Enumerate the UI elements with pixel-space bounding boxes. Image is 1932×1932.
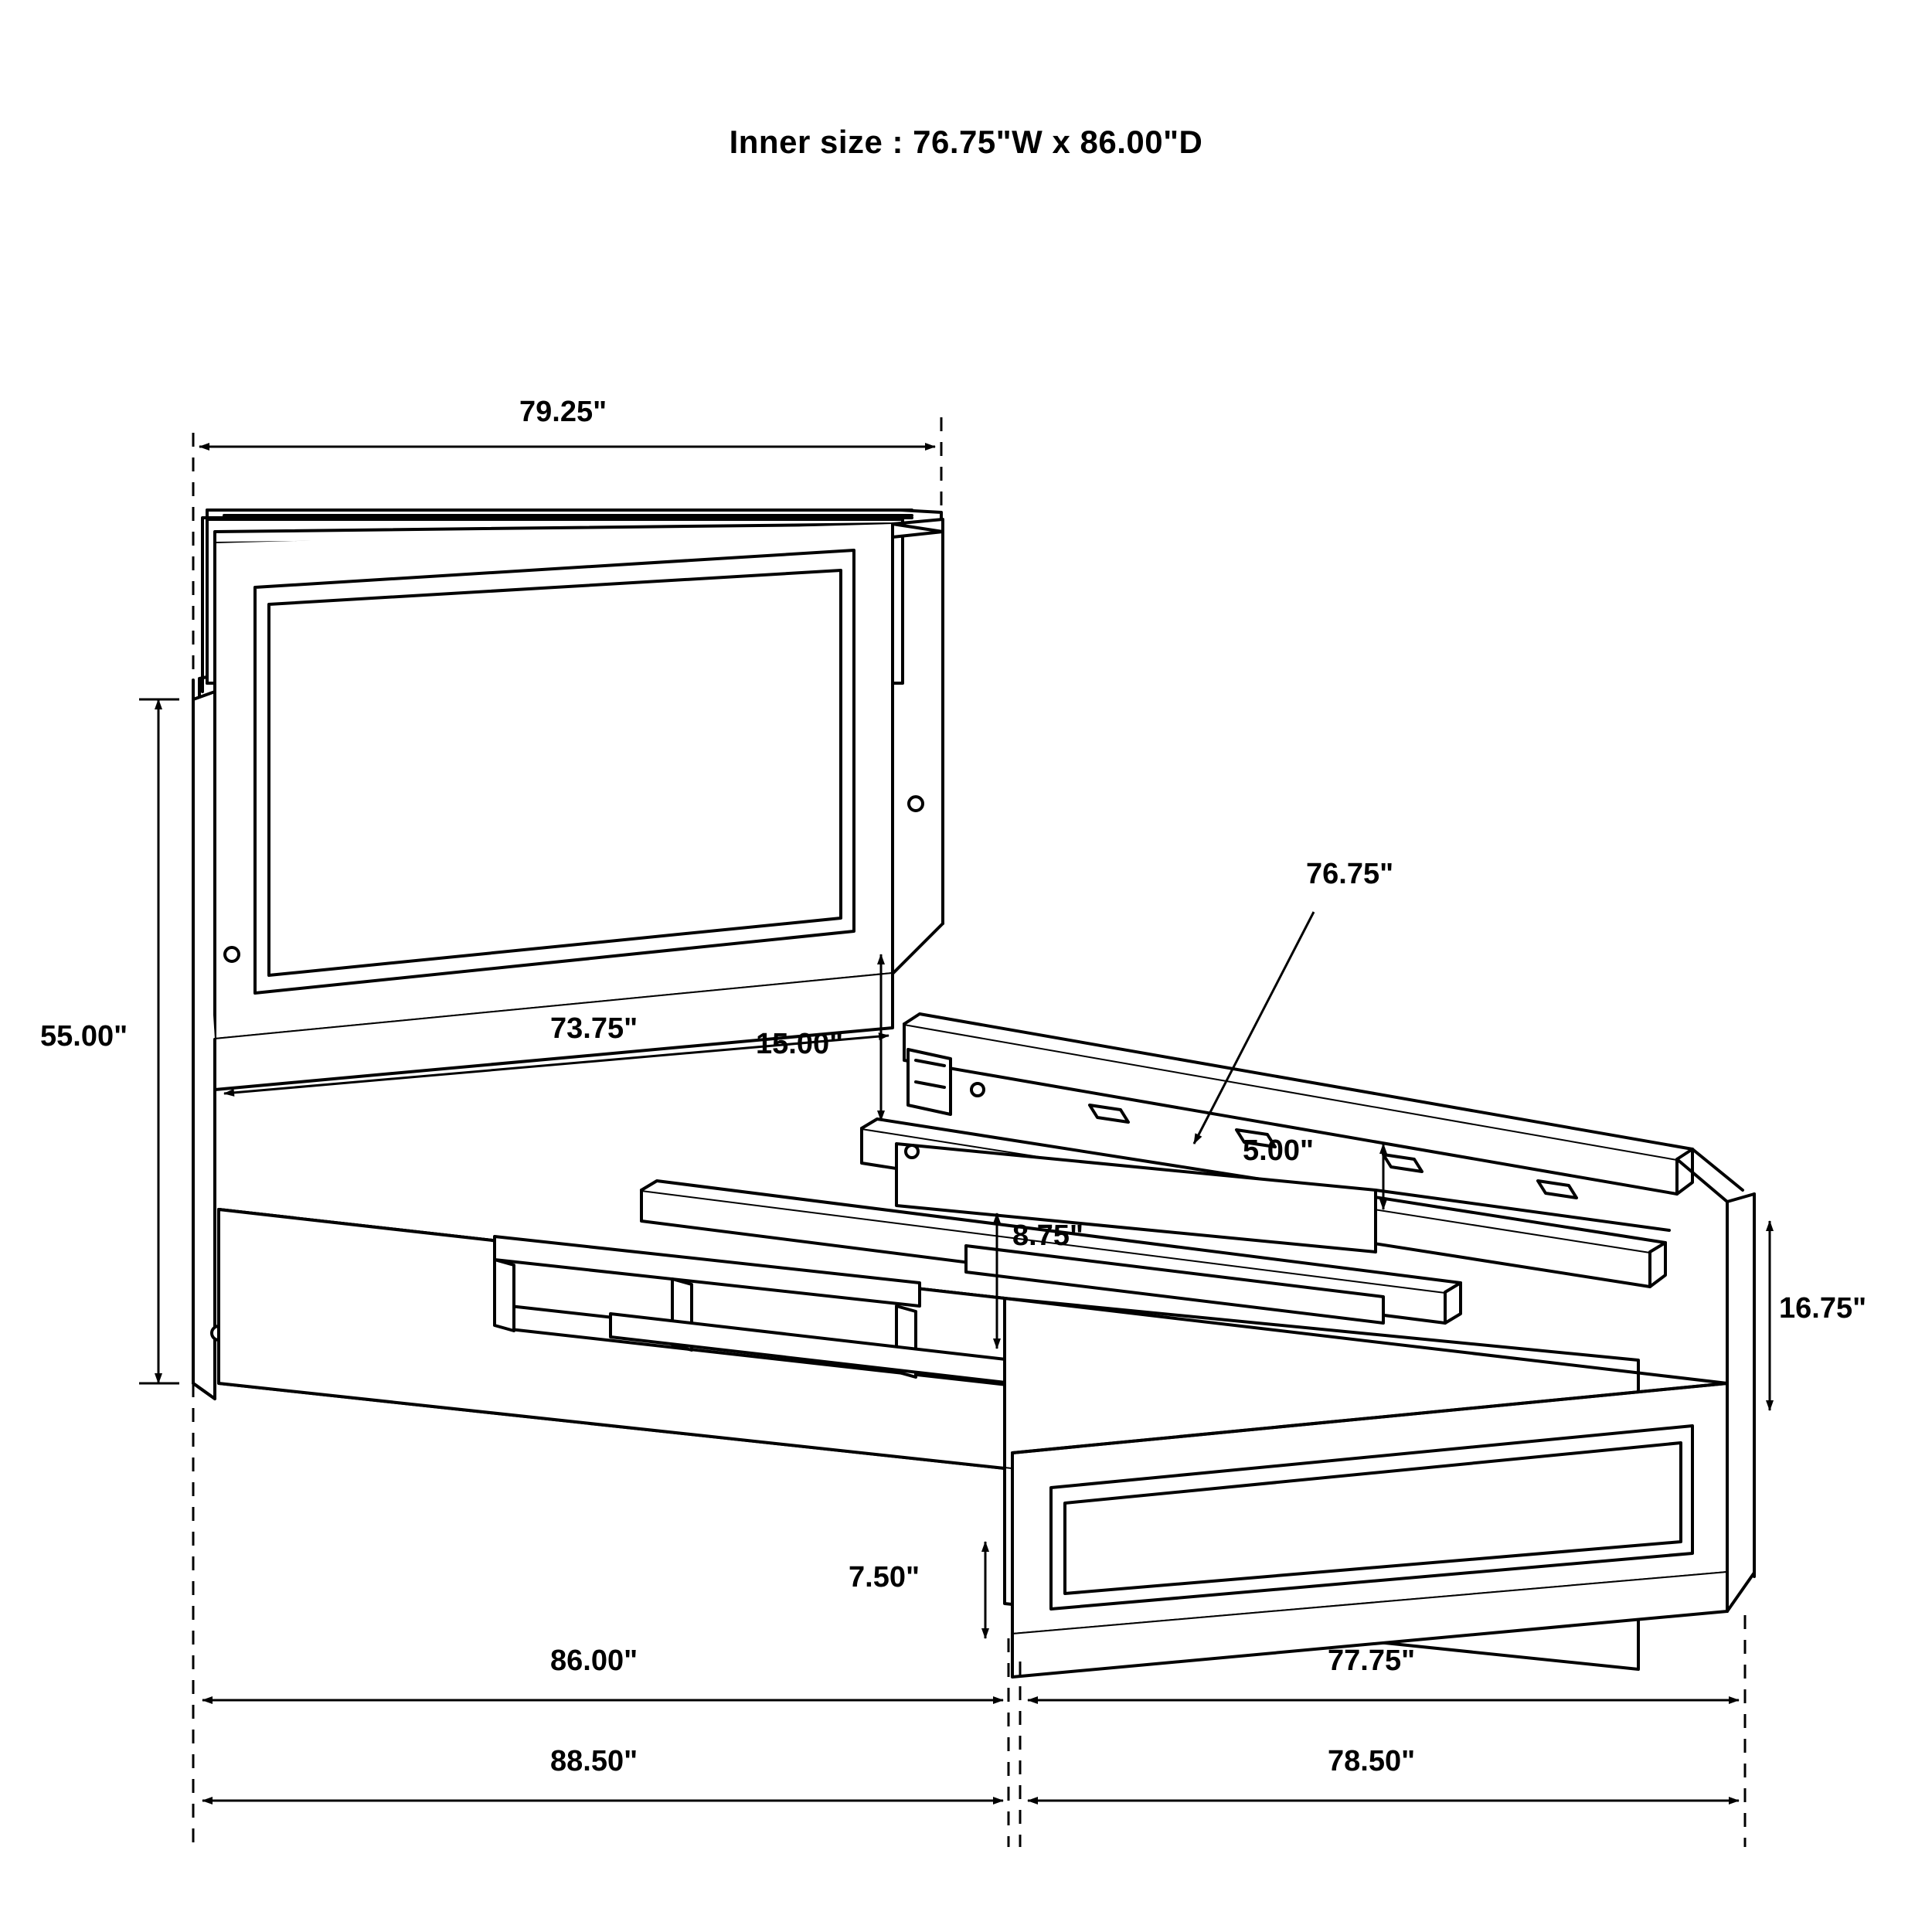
page-title: Inner size : 76.75"W x 86.00"D xyxy=(729,124,1203,160)
dimension-label-headboard-width: 79.25" xyxy=(519,396,607,428)
dimension-label-inner-depth: 86.00" xyxy=(550,1645,638,1677)
dimension-label-rail-to-headboard-top: 15.00" xyxy=(756,1028,844,1060)
dimension-label-overall-width: 78.50" xyxy=(1328,1745,1416,1777)
dimension-label-headboard-panel-width: 73.75" xyxy=(550,1012,638,1045)
dimension-label-footboard-clearance: 7.50" xyxy=(849,1561,920,1594)
dimension-label-footboard-panel-height: 16.75" xyxy=(1779,1292,1867,1325)
dimension-label-headboard-height: 55.00" xyxy=(40,1020,128,1053)
dimension-label-side-rail-length: 77.75" xyxy=(1328,1645,1416,1677)
dimension-label-slat-thickness: 5.00" xyxy=(1243,1134,1314,1167)
dimension-label-overall-depth: 88.50" xyxy=(550,1745,638,1777)
dimension-label-inner-width: 76.75" xyxy=(1306,858,1394,890)
dimension-label-deck-height: 8.75" xyxy=(1012,1219,1083,1252)
